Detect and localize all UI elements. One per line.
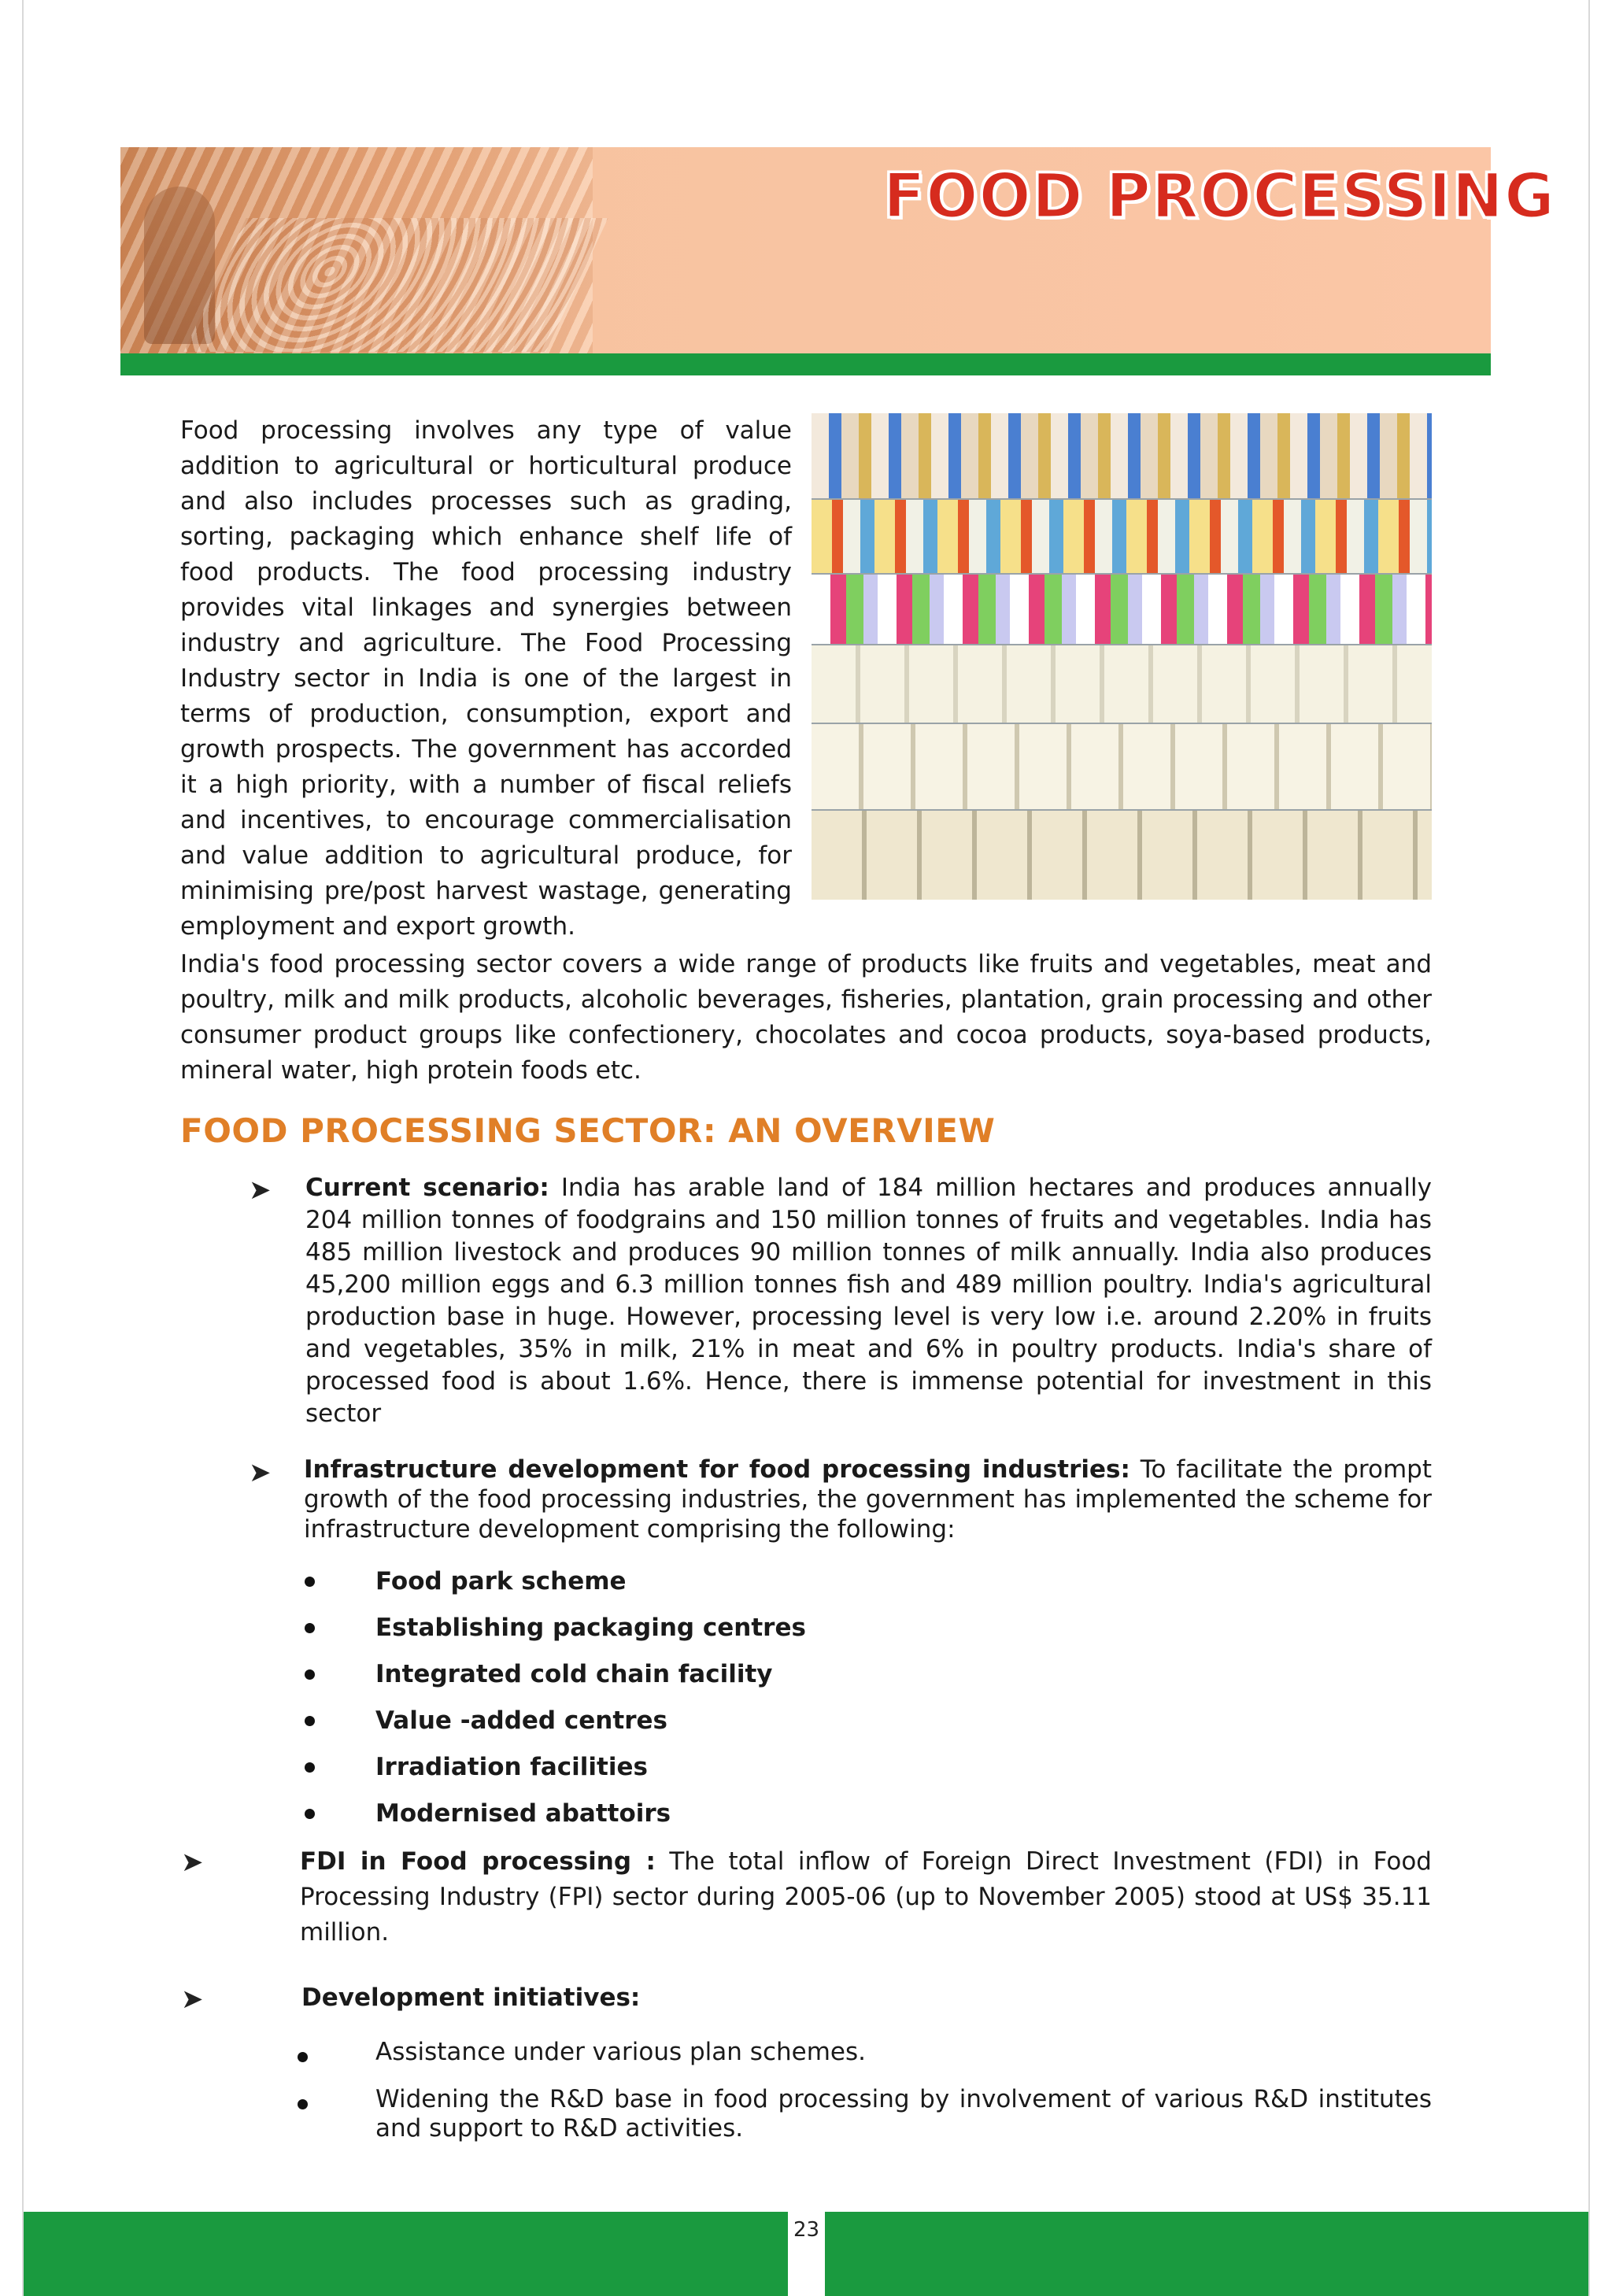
list-item: Widening the R&D base in food processing by involvement of various R&D institutes and support to R&D activities. [299,2085,1432,2143]
arrow-bullet-icon: ➤ [181,1847,204,1878]
current-scenario-text: India has arable land of 184 million hectares and produces annually 204 million tonnes of foodgrains and 150 million tonnes of fruits and vegetables. India has 485 million livestock and produces 90 million tonnes of milk annually. India also produces 45,200 million eggs and 6.3 million tonnes fish and 489 million poultry. India's agricultural production base in huge. However, processing level is very low i.e. around 2.20% in fruits and vegetables, 35% in milk, 21% in meat and 6% in poultry products. India's share of processed food is about 1.6%. Hence, there is immense potential for investment in this sector [305,1174,1432,1428]
bullet-dot-icon [298,2099,308,2109]
page-title: FOOD PROCESSING [882,161,1555,232]
header-green-bar [120,353,1491,375]
page-number: 23 [793,2218,820,2242]
section-heading: FOOD PROCESSING SECTOR: AN OVERVIEW [180,1111,996,1150]
infrastructure-paragraph [304,1455,1432,1544]
bullet-dot-icon [305,1716,315,1726]
banner-conveyor [183,218,608,352]
bullet-dot-icon [305,1577,315,1587]
bullet-dot-icon [298,2052,308,2062]
list-item: Modernised abattoirs [299,1798,806,1844]
bullet-dot-icon [305,1623,315,1633]
list-item: Value -added centres [299,1705,806,1751]
infrastructure-list [299,1566,806,1844]
dairy-shelf-photo [812,413,1432,900]
list-item: Food park scheme [299,1566,806,1612]
development-label: Development initiatives: [301,1984,641,2012]
development-list [299,2036,1432,2143]
fdi-label: FDI in Food processing : [300,1847,656,1876]
arrow-bullet-icon: ➤ [181,1984,204,2015]
bullet-dot-icon [305,1762,315,1773]
fdi-text: The total inflow of Foreign Direct Investment (FDI) in Food Processing Industry (FPI) sector during 2005-06 (up to November 2005) stood at US$ 35.11 million. [300,1847,1432,1947]
infrastructure-text: To facilitate the prompt growth of the food processing industries, the government has implemented the scheme for infrastructure development comprising the following: [304,1455,1432,1544]
infrastructure-label: Infrastructure development for food processing industries: [304,1455,1130,1484]
list-item: Integrated cold chain facility [299,1658,806,1705]
intro-paragraph: Food processing involves any type of value addition to agricultural or horticultural produce and also includes processes such as grading, sorting, packaging which enhance shelf life of food products. The food processing industry provides vital linkages and synergies between industry and agriculture. The Food Processing Industry sector in India is one of the largest in terms of production, consumption, export and growth prospects. The government has accorded it a high priority, with a number of fiscal reliefs and incentives, to encourage commercialisation and value addition to agricultural produce, for minimising pre/post harvest wastage, generating employment and export growth. [180,416,792,941]
current-scenario-paragraph [305,1172,1432,1430]
bullet-dot-icon [305,1669,315,1680]
intro-continued-paragraph: India's food processing sector covers a wide range of products like fruits and vegetables, meat and poultry, milk and milk products, alcoholic beverages, fisheries, plantation, grain processing and other consumer product groups like confectionery, chocolates and cocoa products, soya-based products, mineral water, high protein foods etc. [180,950,1432,1085]
list-item: Irradiation facilities [299,1751,806,1798]
bullet-dot-icon [305,1809,315,1819]
fdi-paragraph [300,1844,1432,1950]
current-scenario-label: Current scenario: [305,1174,549,1202]
banner-factory-photo [120,147,593,353]
arrow-bullet-icon: ➤ [249,1174,272,1206]
list-item: Assistance under various plan schemes. [299,2036,1432,2085]
footer-green-bar-left [24,2212,788,2296]
arrow-bullet-icon: ➤ [249,1457,272,1488]
list-item: Establishing packaging centres [299,1612,806,1658]
footer-green-bar-right [825,2212,1588,2296]
